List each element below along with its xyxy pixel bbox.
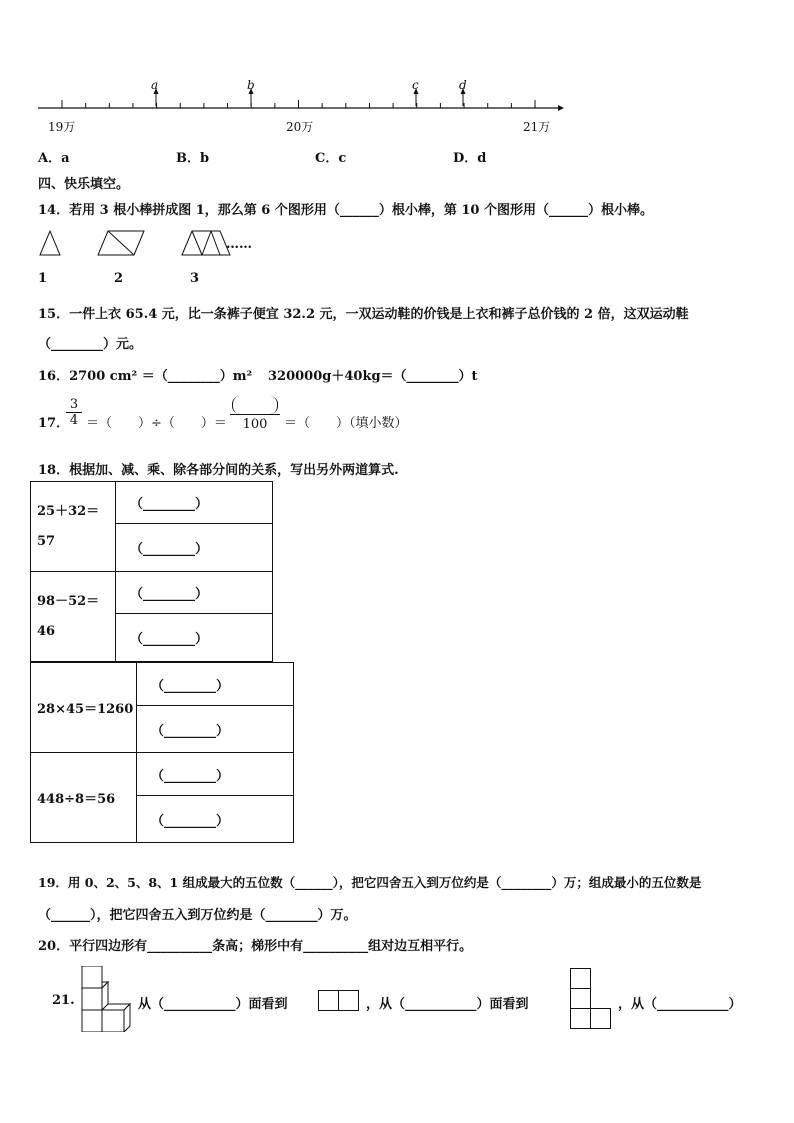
fig-label-1: 1	[38, 271, 48, 286]
eq-2-line1: 98－52＝	[37, 593, 100, 609]
section-title: 四、快乐填空。	[38, 177, 130, 192]
q14-ellipsis: ……	[226, 237, 252, 252]
eq-cell-3: 28×45＝1260	[31, 663, 137, 753]
q17-frac2-blank[interactable]	[232, 396, 278, 414]
q16-part2: 320000g＋40kg＝（________）t	[268, 369, 478, 384]
answer-4b[interactable]: （________）	[137, 796, 294, 843]
q21-from3: ，从（___________）	[618, 997, 742, 1012]
tick-label-21wan: 21万	[523, 120, 551, 134]
q21-from1: 从（___________）面看到	[138, 997, 288, 1012]
q14-text: 14．若用 3 根小棒拼成图 1，那么第 6 个图形用（______）根小棒，第 10 个图形用（______）根小棒。	[38, 203, 653, 218]
option-a[interactable]: A．a	[38, 151, 70, 166]
marker-a-label: a	[151, 78, 159, 92]
view-l-shape	[570, 968, 612, 1030]
cube-stack-figure	[80, 966, 132, 1032]
q17-fraction	[66, 397, 82, 428]
eq-1-line1: 25＋32＝	[37, 503, 100, 519]
eq-1-line2: 57	[37, 533, 56, 549]
eq-cell-1	[31, 482, 116, 572]
answer-2a[interactable]: （________）	[116, 572, 273, 614]
eq-cell-4: 448÷8＝56	[31, 753, 137, 843]
q17-frac-num: 3	[69, 397, 79, 412]
q15-line2: （________）元。	[38, 337, 143, 352]
tick-label-20wan: 20万	[286, 120, 314, 134]
q15-line1: 15．一件上衣 65.4 元，比一条裤子便宜 32.2 元，一双运动鞋的价钱是上衣和裤子总价钱的 2 倍，这双运动鞋	[38, 307, 689, 322]
eq-cell-2	[31, 572, 116, 662]
answer-3a[interactable]: （________）	[137, 663, 294, 706]
q21-from2: ，从（___________）面看到	[366, 997, 529, 1012]
marker-c-label: c	[412, 78, 419, 92]
answer-2b[interactable]: （________）	[116, 614, 273, 662]
q17-fraction-2	[230, 396, 280, 432]
fig-label-3: 3	[190, 271, 200, 286]
q21-num: 21.	[52, 993, 75, 1008]
q18-text: 18．根据加、减、乘、除各部分间的关系，写出另外两道算式.	[38, 463, 399, 478]
answer-3b[interactable]: （________）	[137, 706, 294, 753]
q17-frac2-den: 100	[230, 414, 280, 432]
q17-mid: ＝（ ）÷（ ）＝	[86, 416, 227, 431]
option-c[interactable]: C．c	[315, 151, 347, 166]
tick-label-19wan: 19万	[48, 120, 76, 134]
q16-part1: 16．2700 cm² ＝（________）m²	[38, 369, 253, 384]
q17-num: 17．	[38, 416, 70, 431]
q19-line1: 19．用 0、2、5、8、1 组成最大的五位数（______），把它四舍五入到万位约是（________）万；组成最小的五位数是	[38, 875, 702, 890]
view-two-squares	[318, 990, 360, 1012]
q17-tail: ＝（ ）（填小数）	[284, 416, 408, 431]
relation-table-1	[30, 481, 273, 662]
relation-table-2	[30, 662, 294, 843]
q17-frac-den: 4	[66, 412, 82, 428]
answer-1a[interactable]: （________）	[116, 482, 273, 524]
marker-b-label: b	[247, 78, 255, 92]
option-d[interactable]: D．d	[453, 151, 487, 166]
eq-2-line2: 46	[37, 623, 56, 639]
marker-d-label: d	[459, 78, 467, 92]
option-b[interactable]: B．b	[176, 151, 210, 166]
answer-4a[interactable]: （________）	[137, 753, 294, 796]
q19-line2: （______），把它四舍五入到万位约是（________）万。	[38, 908, 357, 923]
q20-text: 20．平行四边形有__________条高；梯形中有__________组对边互相平行。	[38, 939, 473, 954]
fig-label-2: 2	[114, 271, 124, 286]
answer-1b[interactable]: （________）	[116, 524, 273, 572]
